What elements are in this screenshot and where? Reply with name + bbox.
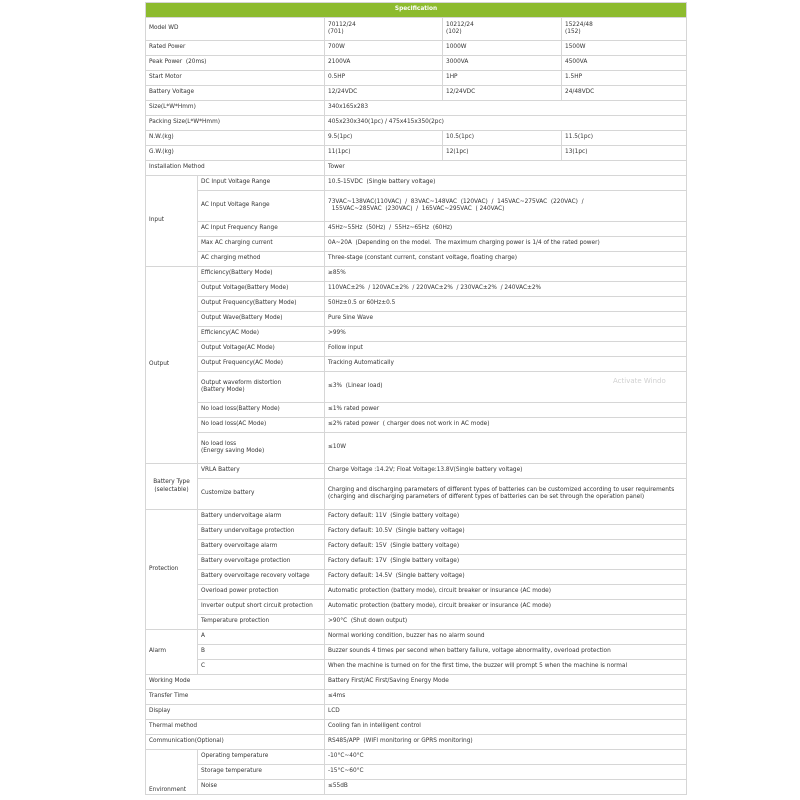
protection-row bbox=[146, 615, 687, 630]
row-label: Operating temperature bbox=[198, 750, 325, 765]
packing-size-row bbox=[146, 116, 687, 131]
row-value: >90°C (Shut down output) bbox=[325, 615, 687, 630]
protection-row bbox=[146, 570, 687, 585]
output-distortion-row bbox=[146, 372, 687, 403]
row-value: 2100VA bbox=[325, 56, 443, 71]
row-label: Customize battery bbox=[198, 479, 325, 510]
output-eff-batt-row bbox=[146, 267, 687, 282]
output-group-label: Output bbox=[146, 267, 198, 464]
input-ac-voltage-row bbox=[146, 191, 687, 222]
protection-row bbox=[146, 540, 687, 555]
protection-row bbox=[146, 510, 687, 525]
row-value: Charging and discharging parameters of different types of batteries can be customized according to user requirements (charging and discharging parameters of different types of batteries can be set through the operation panel) bbox=[325, 479, 687, 510]
row-value: 700W bbox=[325, 41, 443, 56]
size-row bbox=[146, 101, 687, 116]
row-label: Efficiency(Battery Mode) bbox=[198, 267, 325, 282]
row-label: AC charging method bbox=[198, 252, 325, 267]
row-label: Overload power protection bbox=[198, 585, 325, 600]
battery-vrla-row bbox=[146, 464, 687, 479]
specification-table bbox=[145, 2, 687, 795]
row-label: VRLA Battery bbox=[198, 464, 325, 479]
row-label: Battery overvoltage protection bbox=[198, 555, 325, 570]
row-label: Output Voltage(AC Mode) bbox=[198, 342, 325, 357]
row-label: B bbox=[198, 645, 325, 660]
row-value: ≥85% bbox=[325, 267, 687, 282]
row-value: Factory default: 15V (Single battery voltage) bbox=[325, 540, 687, 555]
protection-row bbox=[146, 525, 687, 540]
row-value: -10°C~40°C bbox=[325, 750, 687, 765]
table-title: Specification bbox=[146, 3, 687, 18]
row-value: 73VAC~138VAC(110VAC) / 83VAC~148VAC (120VAC) / 145VAC~275VAC (220VAC) / 155VAC~285VAC (230VAC) / 165VAC~295VAC ( 240VAC) bbox=[325, 191, 687, 222]
row-value: Normal working condition, buzzer has no alarm sound bbox=[325, 630, 687, 645]
working-mode-row bbox=[146, 675, 687, 690]
output-freq-ac-row bbox=[146, 357, 687, 372]
alarm-row bbox=[146, 630, 687, 645]
row-value: When the machine is turned on for the first time, the buzzer will prompt 5 when the machine is normal bbox=[325, 660, 687, 675]
row-value: 0A~20A (Depending on the model. The maximum charging power is 1/4 of the rated power) bbox=[325, 237, 687, 252]
row-label: Display bbox=[146, 705, 325, 720]
row-label: Output Frequency(AC Mode) bbox=[198, 357, 325, 372]
battery-custom-row bbox=[146, 479, 687, 510]
row-label: AC Input Voltage Range bbox=[198, 191, 325, 222]
communication-row bbox=[146, 735, 687, 750]
row-value: 110VAC±2% / 120VAC±2% / 220VAC±2% / 230VAC±2% / 240VAC±2% bbox=[325, 282, 687, 297]
row-value: 11.5(1pc) bbox=[562, 131, 687, 146]
row-value: Cooling fan in intelligent control bbox=[325, 720, 687, 735]
row-value: ≤4ms bbox=[325, 690, 687, 705]
environment-row bbox=[146, 750, 687, 765]
input-charge-method-row bbox=[146, 252, 687, 267]
row-value: 13(1pc) bbox=[562, 146, 687, 161]
model-label: Model WD bbox=[146, 18, 325, 41]
environment-row bbox=[146, 765, 687, 780]
row-label: Battery Voltage bbox=[146, 86, 325, 101]
row-label: Size(L*W*Hmm) bbox=[146, 101, 325, 116]
row-value: 12/24VDC bbox=[443, 86, 562, 101]
row-value: Automatic protection (battery mode), circuit breaker or insurance (AC mode) bbox=[325, 585, 687, 600]
row-value: Factory default: 10.5V (Single battery voltage) bbox=[325, 525, 687, 540]
row-value: RS485/APP (WIFI monitoring or GPRS monitoring) bbox=[325, 735, 687, 750]
row-value: ≤3% (Linear load) bbox=[325, 372, 687, 403]
row-label: N.W.(kg) bbox=[146, 131, 325, 146]
activate-windows-watermark: Activate Windo bbox=[613, 377, 666, 385]
input-group-label: Input bbox=[146, 176, 198, 267]
battery-voltage-row bbox=[146, 86, 687, 101]
row-value: Charge Voltage :14.2V; Float Voltage:13.8V(Single battery voltage) bbox=[325, 464, 687, 479]
row-label: Transfer Time bbox=[146, 690, 325, 705]
output-eff-ac-row bbox=[146, 327, 687, 342]
environment-row bbox=[146, 780, 687, 795]
alarm-row bbox=[146, 645, 687, 660]
row-label: Battery overvoltage alarm bbox=[198, 540, 325, 555]
row-label: Thermal method bbox=[146, 720, 325, 735]
peak-power-row bbox=[146, 56, 687, 71]
row-label: No load loss(Battery Mode) bbox=[198, 403, 325, 418]
row-label: Communication(Optional) bbox=[146, 735, 325, 750]
display-row bbox=[146, 705, 687, 720]
rated-power-row bbox=[146, 41, 687, 56]
gross-weight-row bbox=[146, 146, 687, 161]
row-value: Buzzer sounds 4 times per second when battery failure, voltage abnormality, overload protection bbox=[325, 645, 687, 660]
row-label: G.W.(kg) bbox=[146, 146, 325, 161]
row-value: Factory default: 14.5V (Single battery voltage) bbox=[325, 570, 687, 585]
row-value: Factory default: 11V (Single battery voltage) bbox=[325, 510, 687, 525]
protection-row bbox=[146, 600, 687, 615]
row-value: Battery First/AC First/Saving Energy Mode bbox=[325, 675, 687, 690]
output-volt-batt-row bbox=[146, 282, 687, 297]
row-label: Output Voltage(Battery Mode) bbox=[198, 282, 325, 297]
output-volt-ac-row bbox=[146, 342, 687, 357]
row-value: LCD bbox=[325, 705, 687, 720]
model-row bbox=[146, 18, 687, 41]
row-label: Max AC charging current bbox=[198, 237, 325, 252]
protection-row bbox=[146, 555, 687, 570]
input-frequency-row bbox=[146, 222, 687, 237]
row-value: 0.5HP bbox=[325, 71, 443, 86]
row-value: 10.5(1pc) bbox=[443, 131, 562, 146]
row-value: 1.5HP bbox=[562, 71, 687, 86]
row-value: Tower bbox=[325, 161, 687, 176]
start-motor-row bbox=[146, 71, 687, 86]
row-label: Battery overvoltage recovery voltage bbox=[198, 570, 325, 585]
row-label: Installation Method bbox=[146, 161, 325, 176]
row-label: Battery undervoltage protection bbox=[198, 525, 325, 540]
row-value: Factory default: 17V (Single battery voltage) bbox=[325, 555, 687, 570]
row-value: ≤1% rated power bbox=[325, 403, 687, 418]
row-value: 3000VA bbox=[443, 56, 562, 71]
row-value: 405x230x340(1pc) / 475x415x350(2pc) bbox=[325, 116, 687, 131]
row-value: ≤10W bbox=[325, 433, 687, 464]
output-wave-batt-row bbox=[146, 312, 687, 327]
row-label: DC Input Voltage Range bbox=[198, 176, 325, 191]
alarm-row bbox=[146, 660, 687, 675]
row-value: 45Hz~55Hz (50Hz) / 55Hz~65Hz (60Hz) bbox=[325, 222, 687, 237]
row-value: Pure Sine Wave bbox=[325, 312, 687, 327]
transfer-time-row bbox=[146, 690, 687, 705]
row-value: 10.5-15VDC (Single battery voltage) bbox=[325, 176, 687, 191]
model-value-2: 10212/24 (102) bbox=[443, 18, 562, 41]
row-value: Follow input bbox=[325, 342, 687, 357]
output-freq-batt-row bbox=[146, 297, 687, 312]
row-value: ≤55dB bbox=[325, 780, 687, 795]
row-value: Tracking Automatically bbox=[325, 357, 687, 372]
row-label: C bbox=[198, 660, 325, 675]
row-label: No load loss(AC Mode) bbox=[198, 418, 325, 433]
installation-row bbox=[146, 161, 687, 176]
environment-group-label: Environment bbox=[146, 750, 198, 795]
row-label: Storage temperature bbox=[198, 765, 325, 780]
row-value: 12(1pc) bbox=[443, 146, 562, 161]
row-value: 11(1pc) bbox=[325, 146, 443, 161]
output-noload-batt-row bbox=[146, 403, 687, 418]
row-label: Battery undervoltage alarm bbox=[198, 510, 325, 525]
row-value: 1000W bbox=[443, 41, 562, 56]
row-label: Rated Power bbox=[146, 41, 325, 56]
row-value: 4500VA bbox=[562, 56, 687, 71]
row-value: 9.5(1pc) bbox=[325, 131, 443, 146]
row-value: 50Hz±0.5 or 60Hz±0.5 bbox=[325, 297, 687, 312]
thermal-row bbox=[146, 720, 687, 735]
row-label: Output Wave(Battery Mode) bbox=[198, 312, 325, 327]
row-value: 24/48VDC bbox=[562, 86, 687, 101]
input-dc-row bbox=[146, 176, 687, 191]
row-label: Working Mode bbox=[146, 675, 325, 690]
row-label: Peak Power (20ms) bbox=[146, 56, 325, 71]
row-label: Packing Size(L*W*Hmm) bbox=[146, 116, 325, 131]
row-label: AC Input Frequency Range bbox=[198, 222, 325, 237]
row-label: A bbox=[198, 630, 325, 645]
model-value-1: 70112/24 (701) bbox=[325, 18, 443, 41]
row-value: >99% bbox=[325, 327, 687, 342]
protection-row bbox=[146, 585, 687, 600]
row-value: Automatic protection (battery mode), circuit breaker or insurance (AC mode) bbox=[325, 600, 687, 615]
row-label: Output Frequency(Battery Mode) bbox=[198, 297, 325, 312]
row-label: Start Motor bbox=[146, 71, 325, 86]
protection-group-label: Protection bbox=[146, 510, 198, 630]
row-value: 1500W bbox=[562, 41, 687, 56]
row-value: Three-stage (constant current, constant voltage, floating charge) bbox=[325, 252, 687, 267]
input-max-charge-row bbox=[146, 237, 687, 252]
output-noload-save-row bbox=[146, 433, 687, 464]
table-header-row bbox=[146, 3, 687, 18]
row-value: 12/24VDC bbox=[325, 86, 443, 101]
row-value: 1HP bbox=[443, 71, 562, 86]
row-value: ≤2% rated power ( charger does not work in AC mode) bbox=[325, 418, 687, 433]
row-label: Efficiency(AC Mode) bbox=[198, 327, 325, 342]
row-label: Output waveform distortion (Battery Mode) bbox=[198, 372, 325, 403]
row-label: No load loss (Energy saving Mode) bbox=[198, 433, 325, 464]
row-label: Temperature protection bbox=[198, 615, 325, 630]
row-label: Inverter output short circuit protection bbox=[198, 600, 325, 615]
row-label: Noise bbox=[198, 780, 325, 795]
row-value: -15°C~60°C bbox=[325, 765, 687, 780]
alarm-group-label: Alarm bbox=[146, 630, 198, 675]
output-noload-ac-row bbox=[146, 418, 687, 433]
net-weight-row bbox=[146, 131, 687, 146]
model-value-3: 15224/48 (152) bbox=[562, 18, 687, 41]
battery-type-group-label: Battery Type (selectable) bbox=[146, 464, 198, 510]
row-value: 340x165x283 bbox=[325, 101, 687, 116]
